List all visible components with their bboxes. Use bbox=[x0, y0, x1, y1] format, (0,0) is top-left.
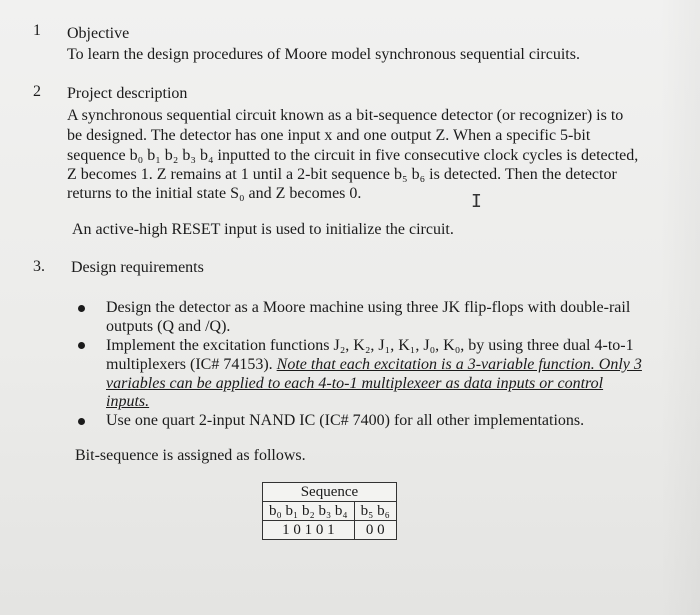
sequence-table bbox=[262, 482, 397, 540]
section-heading-objective: Objective bbox=[67, 25, 130, 42]
requirement-2-note-line: variables can be applied to each 4-to-1 multiplexeer as data inputs or control bbox=[106, 375, 604, 392]
sequence-value-b0-b4: 1 0 1 0 1 bbox=[263, 521, 355, 540]
description-line: A synchronous sequential circuit known as a bit-sequence detector (or recognizer) is to bbox=[67, 107, 624, 124]
page-shadow bbox=[660, 0, 700, 615]
section-number-2: 2 bbox=[33, 83, 41, 100]
sequence-header-b5-b6: b₅ b₆ bbox=[354, 502, 396, 521]
reset-text: An active-high RESET input is used to initialize the circuit. bbox=[72, 221, 454, 238]
description-line: sequence b₀ b₁ b₂ b₃ b₄ inputted to the circuit in five consecutive clock cycles is detected, bbox=[67, 147, 639, 164]
bullet-icon bbox=[78, 342, 85, 349]
description-line: returns to the initial state S₀ and Z becomes 0. bbox=[67, 185, 362, 202]
bullet-icon bbox=[78, 418, 85, 425]
requirement-2-line: Implement the excitation functions J₂, K₂, J₁, K₁, J₀, K₀, by using three dual 4-to-1 bbox=[106, 337, 634, 354]
bit-sequence-intro: Bit-sequence is assigned as follows. bbox=[75, 447, 306, 464]
sequence-header-b0-b4: b₀ b₁ b₂ b₃ b₄ bbox=[263, 502, 355, 521]
text-cursor-icon: I bbox=[471, 191, 482, 212]
description-line: Z becomes 1. Z remains at 1 until a 2-bit sequence b₅ b₆ is detected. Then the detector bbox=[67, 166, 617, 183]
requirement-2-note-line: inputs. bbox=[106, 393, 150, 410]
requirement-2-note: Note that each excitation is a 3-variable function. Only 3 bbox=[276, 356, 642, 373]
requirement-2-plain: multiplexers (IC# 74153). bbox=[106, 356, 277, 373]
description-line: be designed. The detector has one input x and one output Z. When a specific 5-bit bbox=[67, 127, 591, 144]
section-heading-design-requirements: Design requirements bbox=[71, 259, 204, 276]
requirement-2-line bbox=[106, 355, 642, 374]
objective-text: To learn the design procedures of Moore model synchronous sequential circuits. bbox=[67, 46, 580, 63]
section-number-1: 1 bbox=[33, 22, 41, 39]
section-heading-project-description: Project description bbox=[67, 85, 188, 102]
sequence-value-b5-b6: 0 0 bbox=[354, 521, 396, 540]
requirement-1-line: outputs (Q and /Q). bbox=[106, 318, 231, 335]
section-number-3: 3. bbox=[33, 258, 45, 275]
requirement-3-line: Use one quart 2-input NAND IC (IC# 7400) for all other implementations. bbox=[106, 412, 585, 429]
requirement-1-line: Design the detector as a Moore machine using three JK flip-flops with double-rail bbox=[106, 299, 631, 316]
sequence-table-title: Sequence bbox=[263, 483, 397, 502]
bullet-icon bbox=[78, 305, 85, 312]
